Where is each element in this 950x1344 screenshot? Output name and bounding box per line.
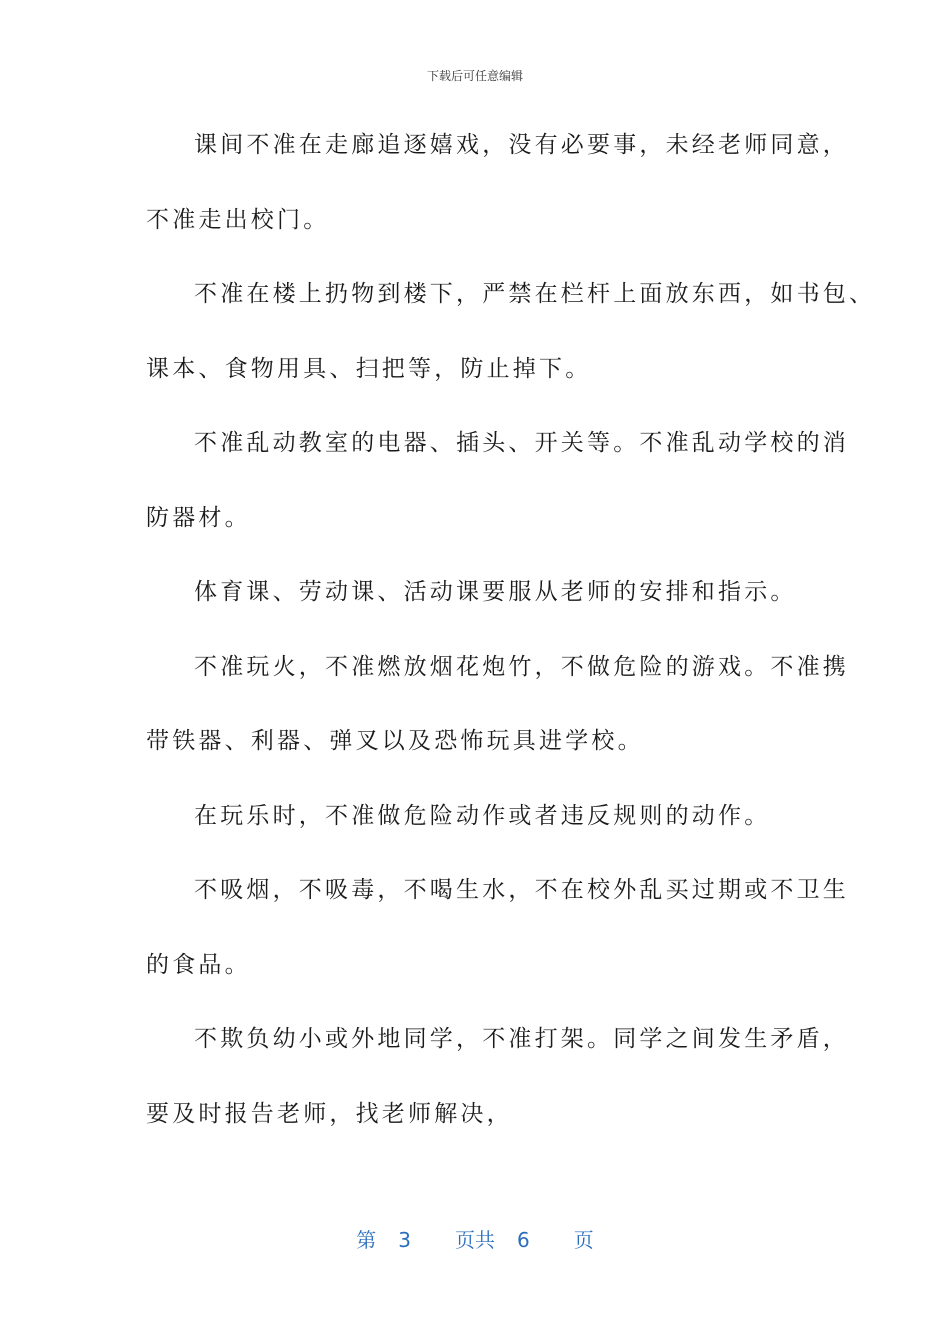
paragraph-line: 要及时报告老师，找老师解决， [146, 1100, 513, 1127]
footer-total-pages: 6 [517, 1228, 530, 1252]
paragraph-line: 不准玩火，不准燃放烟花炮竹，不做危险的游戏。不准携 [194, 653, 849, 680]
page-header: 下载后可任意编辑 [426, 69, 523, 83]
footer-prefix: 第 [356, 1228, 377, 1252]
footer-suffix: 页 [573, 1228, 594, 1252]
document-body [146, 123, 876, 1166]
page-footer [0, 1224, 950, 1253]
paragraph-line: 课本、食物用具、扫把等，防止掉下。 [146, 355, 592, 382]
paragraph-line: 体育课、劳动课、活动课要服从老师的安排和指示。 [194, 579, 797, 605]
paragraph-line: 在玩乐时，不准做危险动作或者违反规则的动作。 [194, 802, 771, 829]
paragraph-line: 不吸烟，不吸毒，不喝生水，不在校外乱买过期或不卫生 [194, 877, 849, 903]
paragraph-line: 不准走出校门。 [146, 206, 330, 233]
paragraph-line: 的食品。 [146, 951, 251, 978]
paragraph-line: 课间不准在走廊追逐嬉戏，没有必要事，未经老师同意， [194, 132, 849, 158]
paragraph-line: 防器材。 [146, 504, 251, 531]
footer-page-number: 3 [398, 1228, 411, 1252]
paragraph-line: 不准乱动教室的电器、插头、开关等。不准乱动学校的消 [194, 430, 849, 456]
paragraph-line: 不准在楼上扔物到楼下，严禁在栏杆上面放东西，如书包、 [194, 281, 876, 307]
paragraph-line: 不欺负幼小或外地同学，不准打架。同学之间发生矛盾， [194, 1026, 849, 1052]
footer-middle: 页共 [455, 1228, 495, 1252]
paragraph-line: 带铁器、利器、弹叉以及恐怖玩具进学校。 [146, 728, 644, 754]
